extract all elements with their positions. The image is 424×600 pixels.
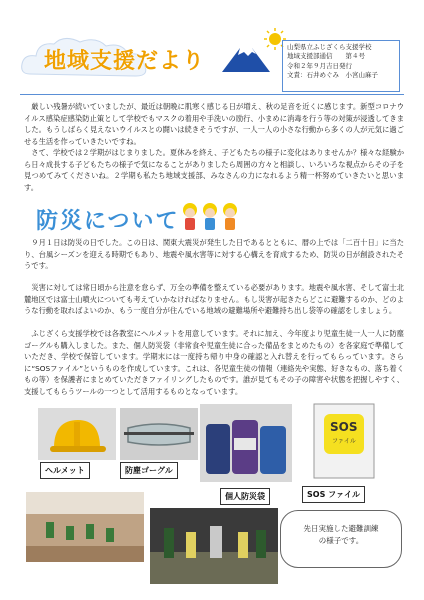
section-heading-bousai: [36, 200, 236, 234]
issue-date: 令和２年９月吉日発行: [287, 61, 352, 70]
goggle-caption: 防塵ゴーグル: [120, 462, 178, 479]
issue-info-box: [282, 40, 400, 92]
disaster-bag-photo: [200, 404, 292, 482]
sos-file-caption: SOS ファイル: [302, 486, 365, 503]
body-paragraph-3: ふじざくら支援学校では各教室にヘルメットを用意しています。それに加え、今年度より児童生徒一人一人に防塵ゴーグルも購入しました。また、個人防災袋（非常食や児童生徒に合った備品をまとめたもの）を各家庭で準備していただき、学校で保管しています。学期末には一度持ち帰り中身の確認と入れ替えを行ってもらっています。さらに“SOSファイル”というものを作成しています。これは、各児童生徒の情報（連絡先や実態、好きなもの、落ち着くもの等）を保護者にまとめていただきファイリングしたものです。誰が見てもその子の障害や状態を把握しやすく、支援してもらうツールの一つとして活用するものとなっています。: [24, 329, 404, 396]
newsletter-header: [0, 0, 424, 96]
hallway-drill-image: [150, 508, 278, 584]
authors: 文責：石井めぐみ 小宮山麻子: [287, 71, 378, 80]
children-with-helmets-icon: [176, 200, 246, 234]
goggle-photo: [120, 408, 198, 460]
helmet-caption: ヘルメット: [40, 462, 90, 479]
sos-cover-subtext: ファイル: [332, 438, 356, 445]
gym-drill-image: [26, 492, 144, 562]
intro-paragraph-2: さて、学校では２学期がはじまりました。夏休みを終え、子どもたちの様子に変化はありませんか？様々な経験から日々成長する子どもたちの様子で気になることがありましたら周囲の方々と相談し、いろいろな視点からその子を見つめてみてくださいね。２学期も私たち地域支援部、みなさんの力になれるよう精一杯努めていきたいと思います。: [24, 148, 404, 192]
drill-photo-hallway: [150, 508, 278, 584]
school-name: 山梨県立ふじざくら支援学校: [287, 43, 372, 51]
goggle-icon: [120, 408, 198, 460]
sos-file-photo: [306, 402, 382, 480]
body-paragraph-2: 災害に対しては常日頃から注意を怠らず、万全の準備を整えている必要があります。地震や風水害、そして富士北麓地区では富士山噴火についても考えていかなければなりません。もし災害が起きたらどこに避難するのか、どのような行動を取ればよいのか、もう一度自分が住んでいる地域の避難場所や避難持ち出し袋等の確認をしましょう。: [24, 283, 404, 316]
disaster-bag-caption: 個人防災袋: [220, 488, 270, 505]
bubble-line-2: の様子です。: [318, 536, 364, 545]
backpack-icon: [200, 404, 292, 482]
drill-photo-gym: [26, 492, 144, 562]
newsletter-title: 地域支援だより: [44, 49, 206, 74]
header-divider: [20, 94, 404, 95]
helmet-photo: [38, 408, 116, 460]
issue-number: 地域支援部通信 第４号: [287, 52, 365, 61]
sos-cover-text: SOS: [330, 420, 358, 434]
bubble-line-1: 先日実施した避難訓練: [303, 524, 379, 533]
section-heading-text: 防災について: [36, 209, 180, 234]
drill-caption-bubble: [280, 510, 402, 568]
helmet-icon: [38, 408, 116, 460]
title-area: [20, 28, 270, 88]
intro-paragraph-1: 厳しい残暑が続いていましたが、最近は朝晩に肌寒く感じる日が増え、秋の足音を近くに感じます。新型コロナウイルス感染症感染防止策として学校でもマスクの着用や手洗いの励行、小まめに消毒を行う等の対策が浸透してきました。もうしばらく見えないウイルスとの闘いは続きそうですが、一人一人の小さな行動から多くの人が元気に過ごせる生活を作っていきたいですね。: [24, 102, 404, 146]
body-paragraph-1: ９月１日は防災の日でした。この日は、関東大震災が発生した日であるとともに、暦の上では「二百十日」に当たり、台風シーズンを迎える時期でもあり、地震や風水害等に対する心構えを育成するため、防災の日が創設されたそうです。: [24, 238, 404, 271]
